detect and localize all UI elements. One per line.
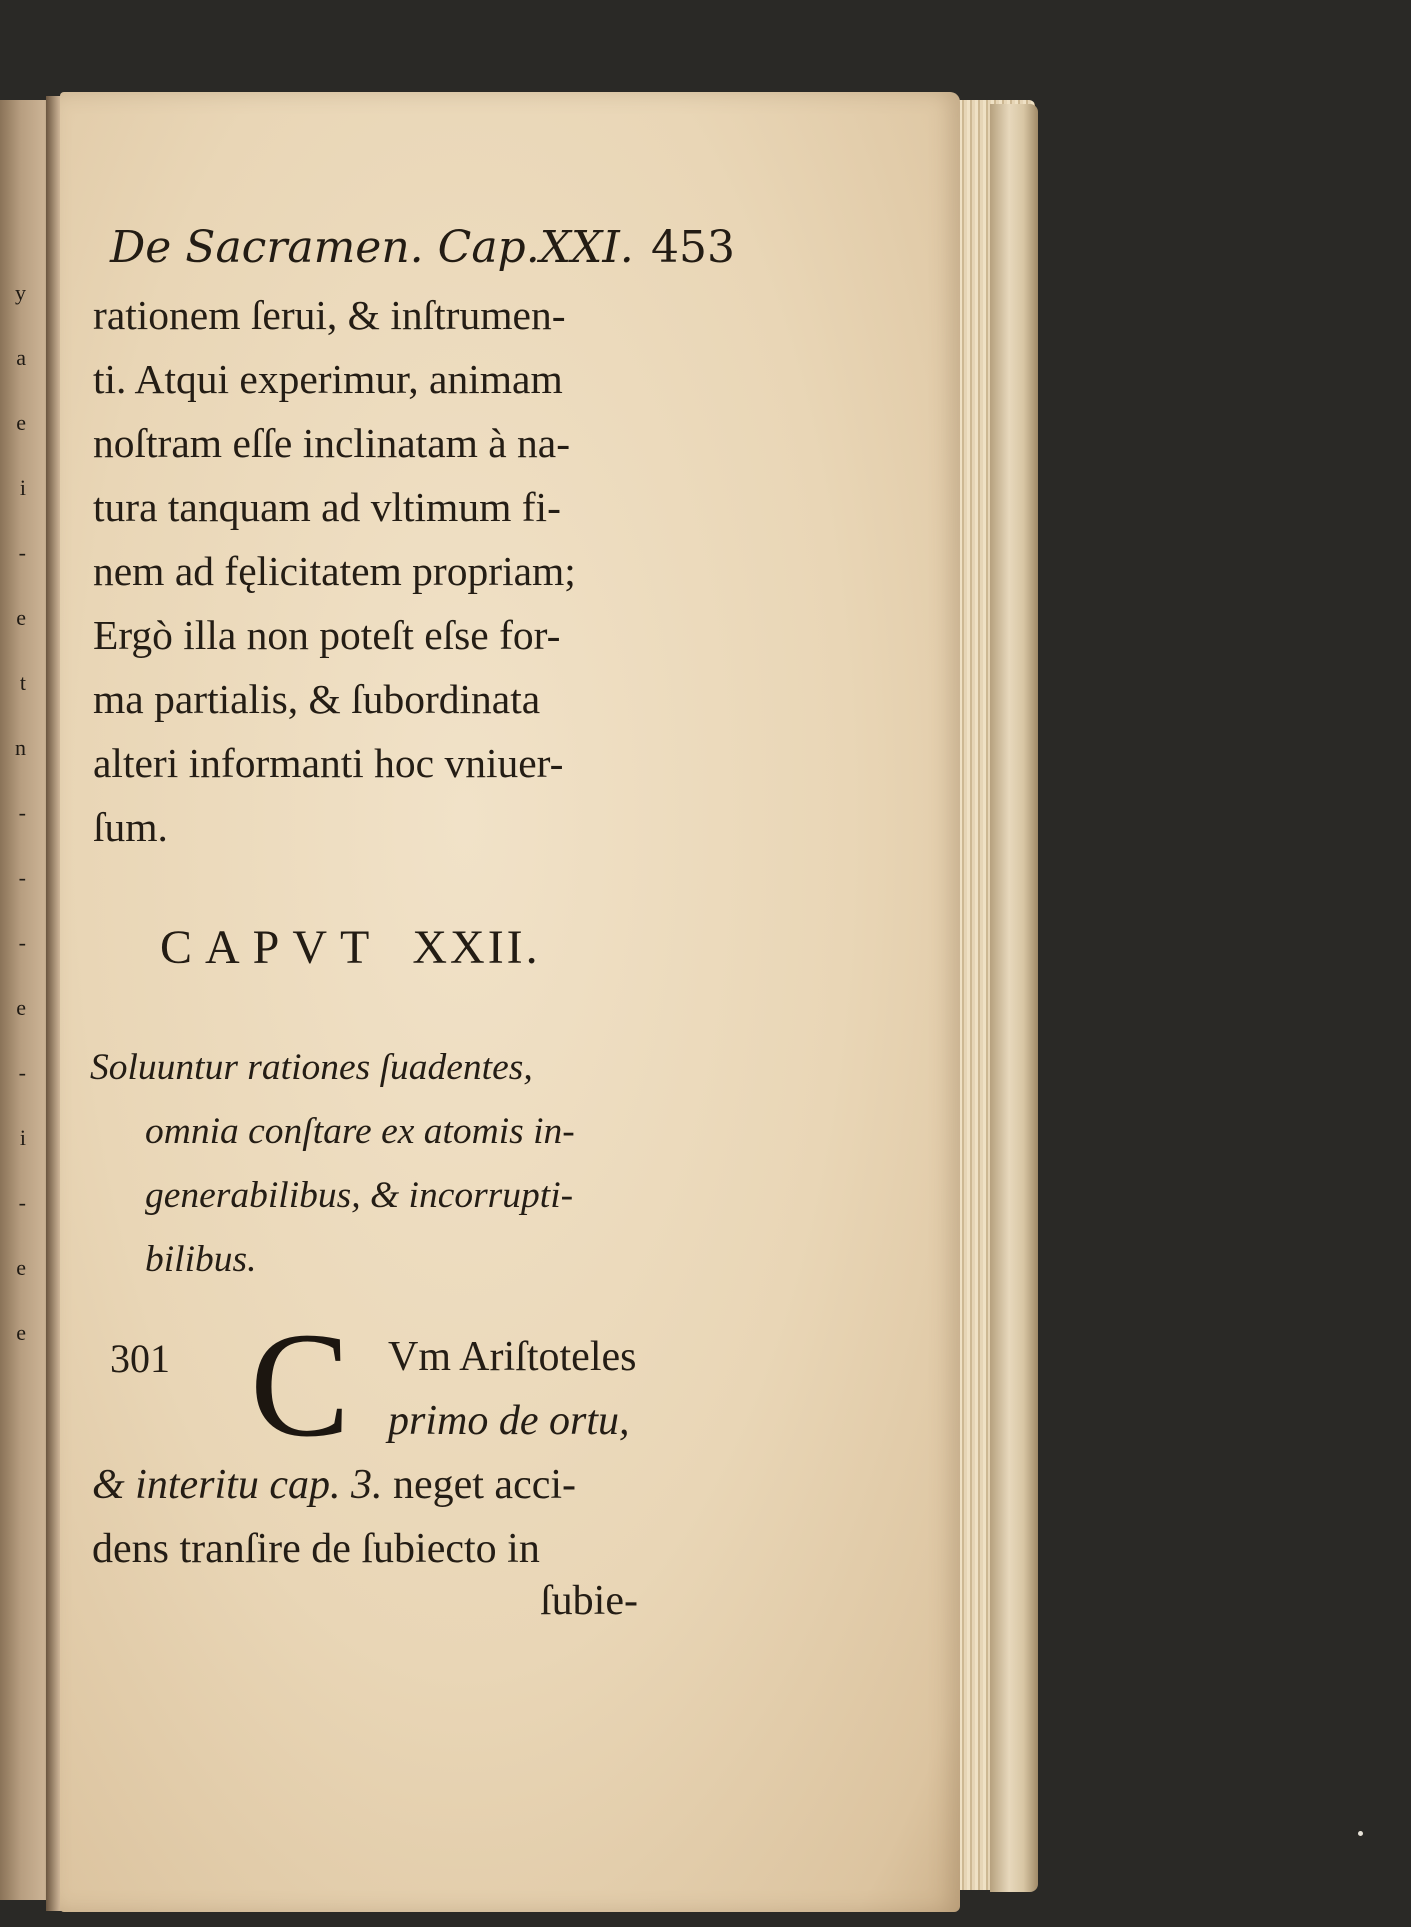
margin-letter: -: [18, 1190, 26, 1215]
text-line: [92, 1453, 752, 1517]
text-line: ma partialis, & ſubordinata: [93, 676, 541, 722]
margin-letter: -: [18, 865, 26, 890]
margin-letter: y: [15, 280, 26, 305]
text-line: dens tranſire de ſubiecto in: [92, 1526, 540, 1572]
margin-letter: e: [16, 1320, 26, 1345]
text-line: alteri informanti hoc vniuer-: [93, 740, 564, 786]
chapter-heading: [160, 920, 541, 975]
margin-letter: e: [16, 995, 26, 1020]
catchword: ſubie-: [540, 1578, 638, 1624]
chapter-summary: [90, 1036, 750, 1292]
margin-letter: e: [16, 410, 26, 435]
margin-letter: a: [16, 345, 26, 370]
margin-letter: i: [19, 1125, 26, 1150]
margin-letter: -: [18, 1060, 26, 1085]
text-line: noſtram eſſe inclinatam à na-: [93, 420, 571, 466]
summary-line: generabilibus, & incorrupti-: [145, 1175, 574, 1216]
citation-italic: & interitu cap. 3.: [92, 1462, 383, 1508]
margin-letter: e: [16, 605, 26, 630]
background-speck: [1358, 1831, 1363, 1836]
margin-letter: -: [18, 800, 26, 825]
text-run: neget acci-: [382, 1462, 577, 1508]
chapter-word: CAPVT: [160, 921, 383, 974]
margin-letter: -: [18, 540, 26, 565]
margin-letter: e: [16, 1255, 26, 1280]
text-line: ti. Atqui experimur, animam: [93, 356, 563, 402]
margin-letter: i: [19, 475, 26, 500]
text-line-italic: primo de ortu,: [388, 1398, 630, 1444]
margin-letter: -: [18, 930, 26, 955]
continuation-text: [92, 1453, 752, 1581]
text-line: Vm Ariſtoteles: [388, 1334, 637, 1380]
book-cover-edge: [990, 104, 1038, 1892]
margin-letter: n: [15, 735, 26, 760]
running-title: De Sacramen. Cap.XXI.: [110, 222, 634, 273]
chapter-number: XXII.: [412, 921, 541, 974]
running-header: [110, 222, 735, 273]
body-paragraph: [93, 283, 753, 859]
left-page-margin-letters: [4, 280, 26, 1380]
text-line: tura tanquam ad vltimum fi-: [93, 484, 561, 530]
page-number: 453: [651, 222, 735, 273]
summary-line: omnia conſtare ex atomis in-: [145, 1111, 575, 1152]
text-line: Ergò illa non poteſt eſse for-: [93, 612, 561, 658]
summary-line: Soluuntur rationes ſuadentes,: [90, 1047, 533, 1088]
marginal-section-number: 301: [110, 1336, 170, 1381]
text-line: ſum.: [93, 804, 168, 850]
text-line: nem ad fęlicitatem propriam;: [93, 548, 576, 594]
summary-line: bilibus.: [145, 1239, 257, 1280]
margin-letter: t: [19, 670, 26, 695]
opening-lines: [388, 1325, 748, 1453]
drop-cap-initial: C: [250, 1302, 351, 1468]
text-line: rationem ſerui, & inſtrumen-: [93, 292, 566, 338]
